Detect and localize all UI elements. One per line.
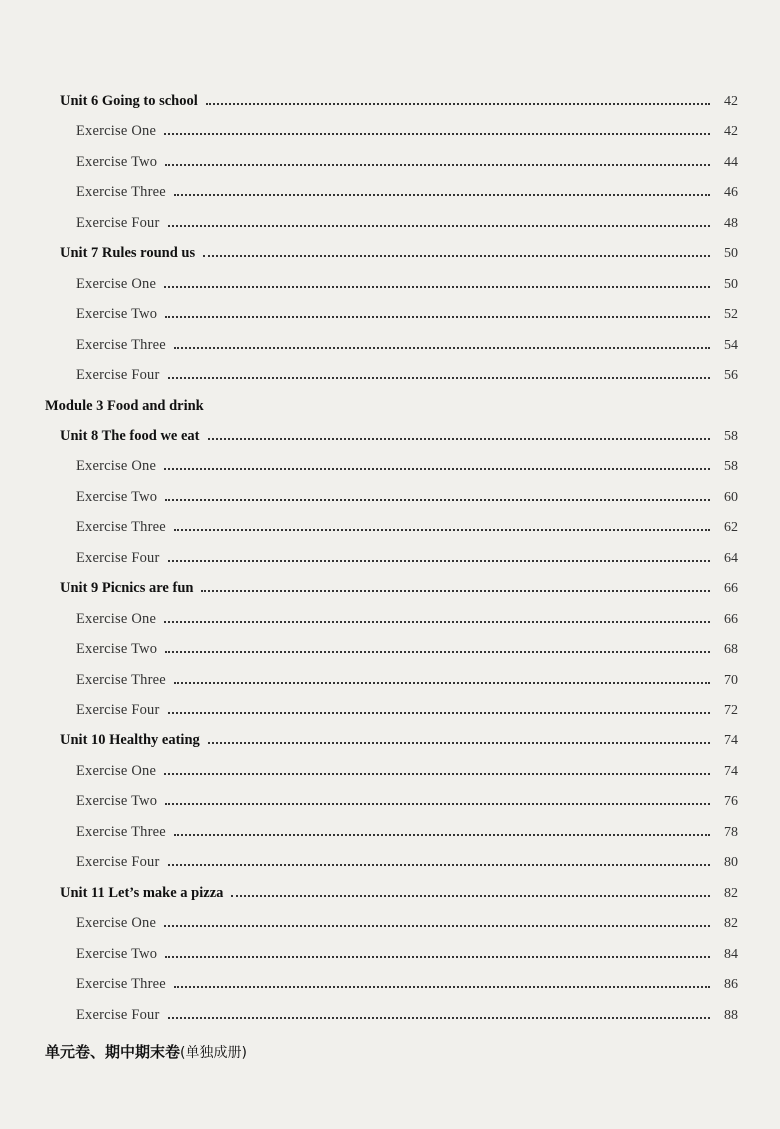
dot-leader — [164, 119, 710, 135]
exercise-title: Exercise Three — [76, 184, 166, 200]
toc-exercise-row[interactable] — [76, 698, 738, 722]
toc-exercise-row[interactable] — [76, 789, 738, 813]
unit-title: Unit 10 Healthy eating — [60, 732, 200, 748]
dot-leader — [168, 363, 710, 379]
toc-exercise-row[interactable] — [76, 485, 738, 509]
page-number: 66 — [724, 581, 738, 596]
dot-leader — [168, 1003, 710, 1019]
exercise-title: Exercise One — [76, 763, 157, 779]
page-number: 52 — [724, 307, 738, 322]
dot-leader — [174, 668, 710, 684]
toc-exercise-row[interactable] — [76, 850, 738, 874]
page-number: 74 — [724, 733, 738, 748]
page-number: 82 — [724, 916, 738, 931]
toc-unit-row[interactable] — [60, 424, 738, 448]
toc-exercise-row[interactable] — [76, 972, 738, 996]
dot-leader — [165, 789, 710, 805]
page-number: 66 — [724, 612, 738, 627]
toc-unit-row[interactable] — [60, 89, 738, 113]
exercise-title: Exercise Four — [76, 1007, 160, 1023]
page-number: 50 — [724, 246, 738, 261]
toc-exercise-row[interactable] — [76, 363, 738, 387]
page-number: 78 — [724, 825, 738, 840]
exercise-title: Exercise One — [76, 611, 157, 627]
dot-leader — [164, 454, 710, 470]
exercise-title: Exercise One — [76, 458, 157, 474]
toc-exercise-row[interactable] — [76, 1003, 738, 1027]
dot-leader — [164, 272, 710, 288]
toc-unit-row[interactable] — [60, 728, 738, 752]
toc-exercise-row[interactable] — [76, 150, 738, 174]
exercise-title: Exercise Four — [76, 550, 160, 566]
exercise-title: Exercise Three — [76, 672, 166, 688]
toc-unit-row[interactable] — [60, 241, 738, 265]
page-number: 68 — [724, 642, 738, 657]
exercise-title: Exercise Two — [76, 946, 158, 962]
toc-unit-row[interactable] — [60, 881, 738, 905]
page-number: 58 — [724, 429, 738, 444]
dot-leader — [168, 698, 710, 714]
dot-leader — [208, 728, 710, 744]
module-heading: Module 3 Food and drink — [45, 398, 204, 414]
toc-exercise-row[interactable] — [76, 942, 738, 966]
exercise-title: Exercise Three — [76, 824, 166, 840]
dot-leader — [206, 89, 710, 105]
dot-leader — [168, 211, 710, 227]
toc-exercise-row[interactable] — [76, 607, 738, 631]
dot-leader — [165, 637, 710, 653]
page-number: 80 — [724, 855, 738, 870]
dot-leader — [174, 333, 710, 349]
toc-exercise-row[interactable] — [76, 454, 738, 478]
unit-title: Unit 9 Picnics are fun — [60, 580, 194, 596]
page-number: 84 — [724, 947, 738, 962]
toc-exercise-row[interactable] — [76, 759, 738, 783]
toc-exercise-row[interactable] — [76, 668, 738, 692]
toc-exercise-row[interactable] — [76, 911, 738, 935]
page-number: 54 — [724, 338, 738, 353]
unit-title: Unit 11 Let’s make a pizza — [60, 885, 224, 901]
toc-exercise-row[interactable] — [76, 272, 738, 296]
dot-leader — [231, 881, 710, 897]
page-number: 76 — [724, 794, 738, 809]
page-number: 42 — [724, 124, 738, 139]
page-number: 42 — [724, 94, 738, 109]
page-number: 56 — [724, 368, 738, 383]
dot-leader — [168, 546, 710, 562]
dot-leader — [174, 972, 710, 988]
exercise-title: Exercise Two — [76, 793, 158, 809]
page-number: 60 — [724, 490, 738, 505]
exercise-title: Exercise Two — [76, 154, 158, 170]
toc-exercise-row[interactable] — [76, 302, 738, 326]
page-number: 74 — [724, 764, 738, 779]
dot-leader — [168, 850, 710, 866]
footer-paren: (单独成册) — [180, 1045, 247, 1061]
page-number: 50 — [724, 277, 738, 292]
toc-exercise-row[interactable] — [76, 820, 738, 844]
exercise-title: Exercise Two — [76, 641, 158, 657]
footer-note — [45, 1041, 247, 1062]
exercise-title: Exercise Three — [76, 519, 166, 535]
page-number: 70 — [724, 673, 738, 688]
toc-exercise-row[interactable] — [76, 637, 738, 661]
exercise-title: Exercise Four — [76, 367, 160, 383]
footer-main: 单元卷、期中期末卷 — [45, 1043, 181, 1061]
dot-leader — [165, 485, 710, 501]
exercise-title: Exercise Four — [76, 702, 160, 718]
exercise-title: Exercise One — [76, 276, 157, 292]
dot-leader — [164, 607, 710, 623]
dot-leader — [174, 820, 710, 836]
dot-leader — [165, 150, 710, 166]
page-number: 58 — [724, 459, 738, 474]
page-number: 62 — [724, 520, 738, 535]
dot-leader — [201, 576, 710, 592]
unit-title: Unit 7 Rules round us — [60, 245, 196, 261]
exercise-title: Exercise Four — [76, 215, 160, 231]
dot-leader — [165, 302, 710, 318]
exercise-title: Exercise One — [76, 123, 157, 139]
page-number: 72 — [724, 703, 738, 718]
dot-leader — [174, 180, 710, 196]
page-number: 44 — [724, 155, 738, 170]
page-number: 48 — [724, 216, 738, 231]
dot-leader — [164, 911, 710, 927]
unit-title: Unit 6 Going to school — [60, 93, 198, 109]
toc-exercise-row[interactable] — [76, 119, 738, 143]
dot-leader — [208, 424, 711, 440]
toc-exercise-row[interactable] — [76, 515, 738, 539]
exercise-title: Exercise Three — [76, 976, 166, 992]
toc-exercise-row[interactable] — [76, 333, 738, 357]
exercise-title: Exercise Three — [76, 337, 166, 353]
exercise-title: Exercise One — [76, 915, 157, 931]
exercise-title: Exercise Four — [76, 854, 160, 870]
dot-leader — [203, 241, 710, 257]
page-number: 46 — [724, 185, 738, 200]
page-number: 88 — [724, 1008, 738, 1023]
page-number: 64 — [724, 551, 738, 566]
toc-exercise-row[interactable] — [76, 546, 738, 570]
toc-exercise-row[interactable] — [76, 180, 738, 204]
exercise-title: Exercise Two — [76, 489, 158, 505]
toc-exercise-row[interactable] — [76, 211, 738, 235]
exercise-title: Exercise Two — [76, 306, 158, 322]
dot-leader — [174, 515, 710, 531]
toc-unit-row[interactable] — [60, 576, 738, 600]
dot-leader — [164, 759, 710, 775]
unit-title: Unit 8 The food we eat — [60, 428, 200, 444]
page-number: 82 — [724, 886, 738, 901]
page-number: 86 — [724, 977, 738, 992]
dot-leader — [165, 942, 710, 958]
